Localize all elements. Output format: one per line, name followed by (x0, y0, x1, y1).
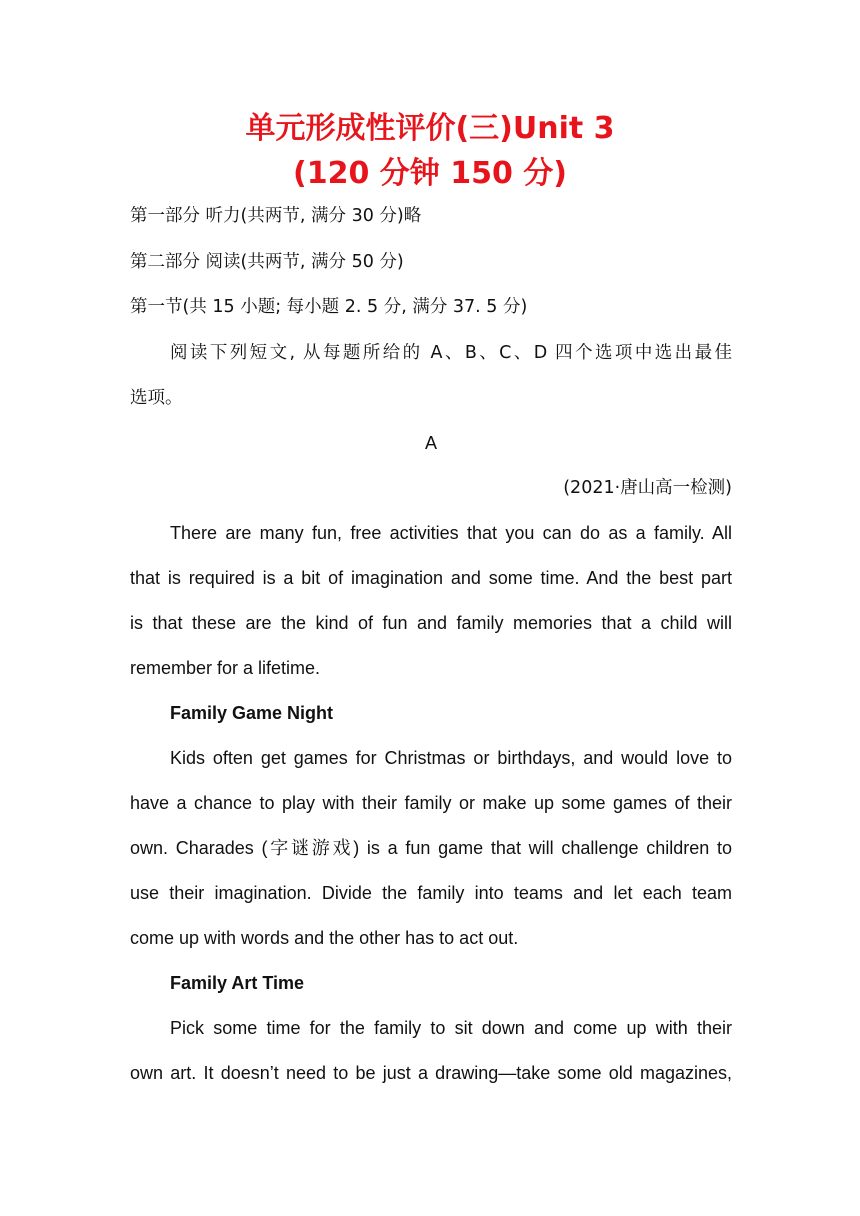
game-night-line-4: use their imagination. Divide the family into teams and let each team (130, 883, 732, 903)
passage-source: (2021·唐山高一检测) (563, 478, 732, 498)
game-night-line-5: come up with words and the other has to act out. (130, 928, 519, 948)
game-night-line-1: Kids often get games for Christmas or birthdays, and would love to (170, 748, 732, 768)
art-time-line-2: own art. It doesn’t need to be just a drawing—take some old magazines, (130, 1063, 732, 1083)
document-title: 单元形成性评价(三)Unit 3 (245, 111, 615, 146)
game-night-line-2: have a chance to play with their family or make up some games of their (130, 793, 732, 813)
art-time-line-1: Pick some time for the family to sit down and come up with their (170, 1018, 732, 1038)
instruction-line-2: 选项。 (130, 388, 183, 408)
section-heading-family-art-time: Family Art Time (170, 973, 305, 993)
intro-line-4: remember for a lifetime. (130, 658, 321, 678)
instruction-line-1: 阅读下列短文, 从每题所给的 A、B、C、D 四个选项中选出最佳 (170, 343, 732, 363)
section-one-heading: 第一节(共 15 小题; 每小题 2. 5 分, 满分 37. 5 分) (130, 297, 528, 317)
intro-line-3: is that these are the kind of fun and family memories that a child will (130, 613, 732, 633)
part-one-heading: 第一部分 听力(共两节, 满分 30 分)略 (130, 206, 422, 226)
game-night-line-3: own. Charades (字谜游戏) is a fun game that will challenge children to (130, 838, 732, 858)
part-two-heading: 第二部分 阅读(共两节, 满分 50 分) (130, 252, 404, 272)
intro-line-2: that is required is a bit of imagination and some time. And the best part (130, 568, 732, 588)
intro-line-1: There are many fun, free activities that you can do as a family. All (170, 523, 732, 543)
section-heading-family-game-night: Family Game Night (170, 703, 334, 723)
document-subtitle-time-score: (120 分钟 150 分) (293, 156, 567, 191)
passage-label: A (424, 433, 437, 453)
